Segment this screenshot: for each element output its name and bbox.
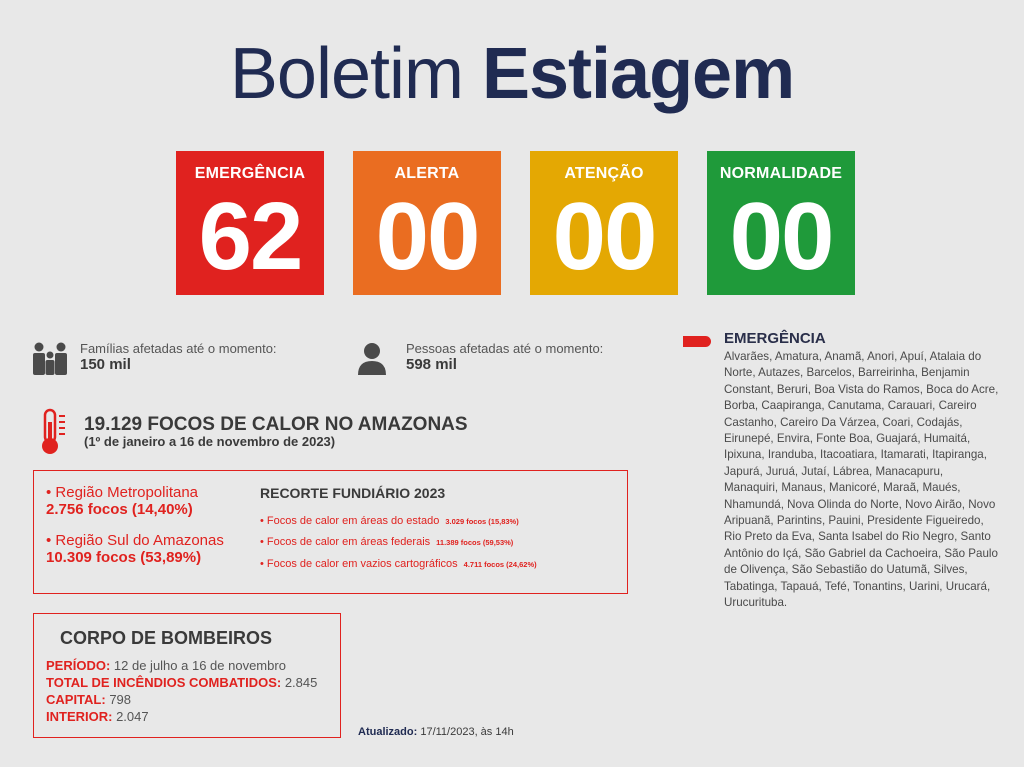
title-light: Boletim (229, 34, 463, 114)
status-box-normalidade (707, 151, 855, 295)
regioes-panel (33, 470, 628, 594)
recorte-title: RECORTE FUNDIÁRIO 2023 (260, 485, 446, 501)
focos-title: 19.129 FOCOS DE CALOR NO AMAZONAS (84, 414, 468, 435)
updated-label: Atualizado: (358, 726, 418, 738)
recorte-value: 11.389 focos (59,53%) (436, 538, 514, 547)
bombeiros-panel (33, 613, 341, 738)
pessoas-caption: Pessoas afetadas até o momento: (406, 341, 604, 356)
familias-caption: Famílias afetadas até o momento: (80, 341, 277, 356)
updated-timestamp (358, 726, 514, 738)
person-icon (356, 341, 388, 382)
status-label: ALERTA (394, 165, 460, 182)
periodo-label: PERÍODO: (46, 658, 111, 673)
capital-value: 798 (105, 692, 132, 707)
status-count: 00 (729, 183, 833, 290)
status-box-atencao (530, 151, 678, 295)
recorte-value: 3.029 focos (15,83%) (445, 517, 519, 526)
recorte-item (260, 515, 519, 527)
status-count: 00 (375, 183, 479, 290)
page-title (0, 34, 1024, 114)
regiao-sul (46, 532, 224, 566)
title-bold: Estiagem (481, 34, 795, 114)
periodo-line (46, 658, 286, 673)
recorte-value: 4.711 focos (24,62%) (463, 560, 537, 569)
pessoas-value: 598 mil (406, 356, 457, 373)
family-icon (30, 341, 70, 382)
status-label: ATENÇÃO (564, 165, 644, 182)
familias-value: 150 mil (80, 356, 131, 373)
emergencia-title: EMERGÊNCIA (724, 330, 826, 347)
recorte-label: • Focos de calor em áreas federais (260, 536, 431, 548)
updated-value: 17/11/2023, às 14h (417, 726, 514, 738)
status-box-alerta (353, 151, 501, 295)
thermometer-icon (40, 408, 70, 461)
periodo-value: 12 de julho a 16 de novembro (110, 658, 286, 673)
total-label: TOTAL DE INCÊNDIOS COMBATIDOS: (46, 675, 282, 690)
regiao-name: • Região Metropolitana (46, 484, 199, 501)
interior-line (46, 709, 149, 724)
recorte-item (260, 558, 537, 570)
regiao-value: 10.309 focos (53,89%) (46, 549, 202, 566)
capital-label: CAPITAL: (46, 692, 106, 707)
regiao-name: • Região Sul do Amazonas (46, 532, 224, 549)
interior-label: INTERIOR: (46, 709, 113, 724)
status-count: 62 (198, 183, 302, 290)
status-count: 00 (552, 183, 656, 290)
recorte-item (260, 536, 513, 548)
total-line (46, 675, 317, 690)
status-label: NORMALIDADE (719, 165, 843, 182)
regiao-value: 2.756 focos (14,40%) (46, 501, 193, 518)
emergencia-municipios: Alvarães, Amatura, Anamã, Anori, Apuí, Atalaia do Norte, Autazes, Barcelos, Barreirinha, Benjamin Constant, Beruri, Boa Vista do Ramos, Boca do Acre, Borba, Caapiranga, Canutama, Carauari, Careiro Castanho, Careiro Da Várzea, Coari, Codajás, Eirunepé, Envira, Fonte Boa, Guajará, Humaitá, Ipixuna, Iranduba, Itacoatiara, Itamarati, Itapiranga, Japurá, Juruá, Jutaí, Lábrea, Manacapuru, Manaquiri, Manaus, Manicoré, Maraã, Maués, Nhamundá, Nova Olinda do Norte, Novo Airão, Novo Aripuanã, Parintins, Pauini, Presidente Figueiredo, Rio Preto da Eva, Santa Isabel do Rio Negro, Santo Antônio do Içá, São Gabriel da Cachoeira, São Paulo de Olivença, São Sebastião do Uatumã, Silves, Tabatinga, Tapauá, Tefé, Tonantins, Uarini, Urucará, Urucurituba. (724, 350, 999, 610)
status-box-emergencia (176, 151, 324, 295)
recorte-label: • Focos de calor em áreas do estado (260, 515, 440, 527)
emergencia-marker (683, 336, 711, 347)
regiao-metropolitana (46, 484, 198, 518)
capital-line (46, 692, 131, 707)
status-label: EMERGÊNCIA (194, 165, 306, 182)
bombeiros-title: CORPO DE BOMBEIROS (60, 628, 273, 648)
interior-value: 2.047 (112, 709, 149, 724)
recorte-label: • Focos de calor em vazios cartográficos (260, 558, 458, 570)
total-value: 2.845 (281, 675, 318, 690)
focos-subtitle: (1º de janeiro a 16 de novembro de 2023) (84, 434, 336, 449)
